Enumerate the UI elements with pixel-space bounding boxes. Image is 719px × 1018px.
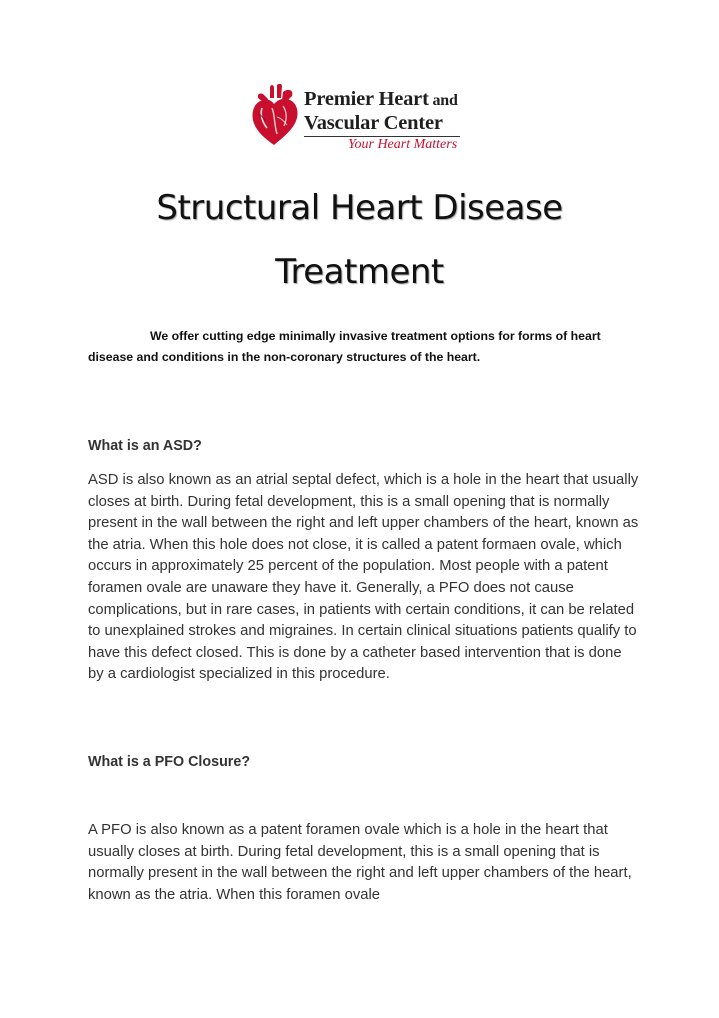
section-body-pfo-closure: A PFO is also known as a patent foramen ovale which is a hole in the heart that usually closes at birth. During fetal development, this is a small opening that is normally present in the wall between the right and left upper chambers of the heart, known as the atria. When this foramen ovale — [88, 822, 632, 903]
page-title-line1: Structural Heart Disease — [156, 188, 563, 228]
intro-paragraph — [88, 326, 628, 368]
logo-wordmark — [304, 88, 464, 153]
intro-text: We offer cutting edge minimally invasive treatment options for forms of heart disease and conditions in the non-coronary structures of the heart. — [88, 329, 601, 364]
logo-tagline: Your Heart Matters — [348, 137, 458, 152]
logo-name-line1: Premier Heart and — [304, 88, 458, 110]
section-body-asd: ASD is also known as an atrial septal defect, which is a hole in the heart that usually closes at birth. During fetal development, this is a small opening that is normally present in the wall between the right and left upper chambers of the heart, known as the atria. When this hole does not close, it is called a patent formaen ovale, which occurs in approximately 25 percent of the population. Most people with a patent foramen ovale are unaware they have it. Generally, a PFO does not cause complications, but in rare cases, in patients with certain conditions, it can be related to unexplained strokes and migraines. In certain clinical situations patients qualify to have this defect closed. This is done by a catheter based intervention that is done by a cardiologist specialized in this procedure. — [88, 472, 639, 683]
section-heading-asd: What is an ASD? — [88, 438, 202, 454]
logo — [250, 84, 465, 160]
page-title-line2: Treatment — [275, 252, 444, 292]
logo-name-line2: Vascular Center — [304, 112, 443, 134]
section-heading-pfo-closure: What is a PFO Closure? — [88, 754, 251, 770]
anatomical-heart-icon — [250, 84, 302, 146]
